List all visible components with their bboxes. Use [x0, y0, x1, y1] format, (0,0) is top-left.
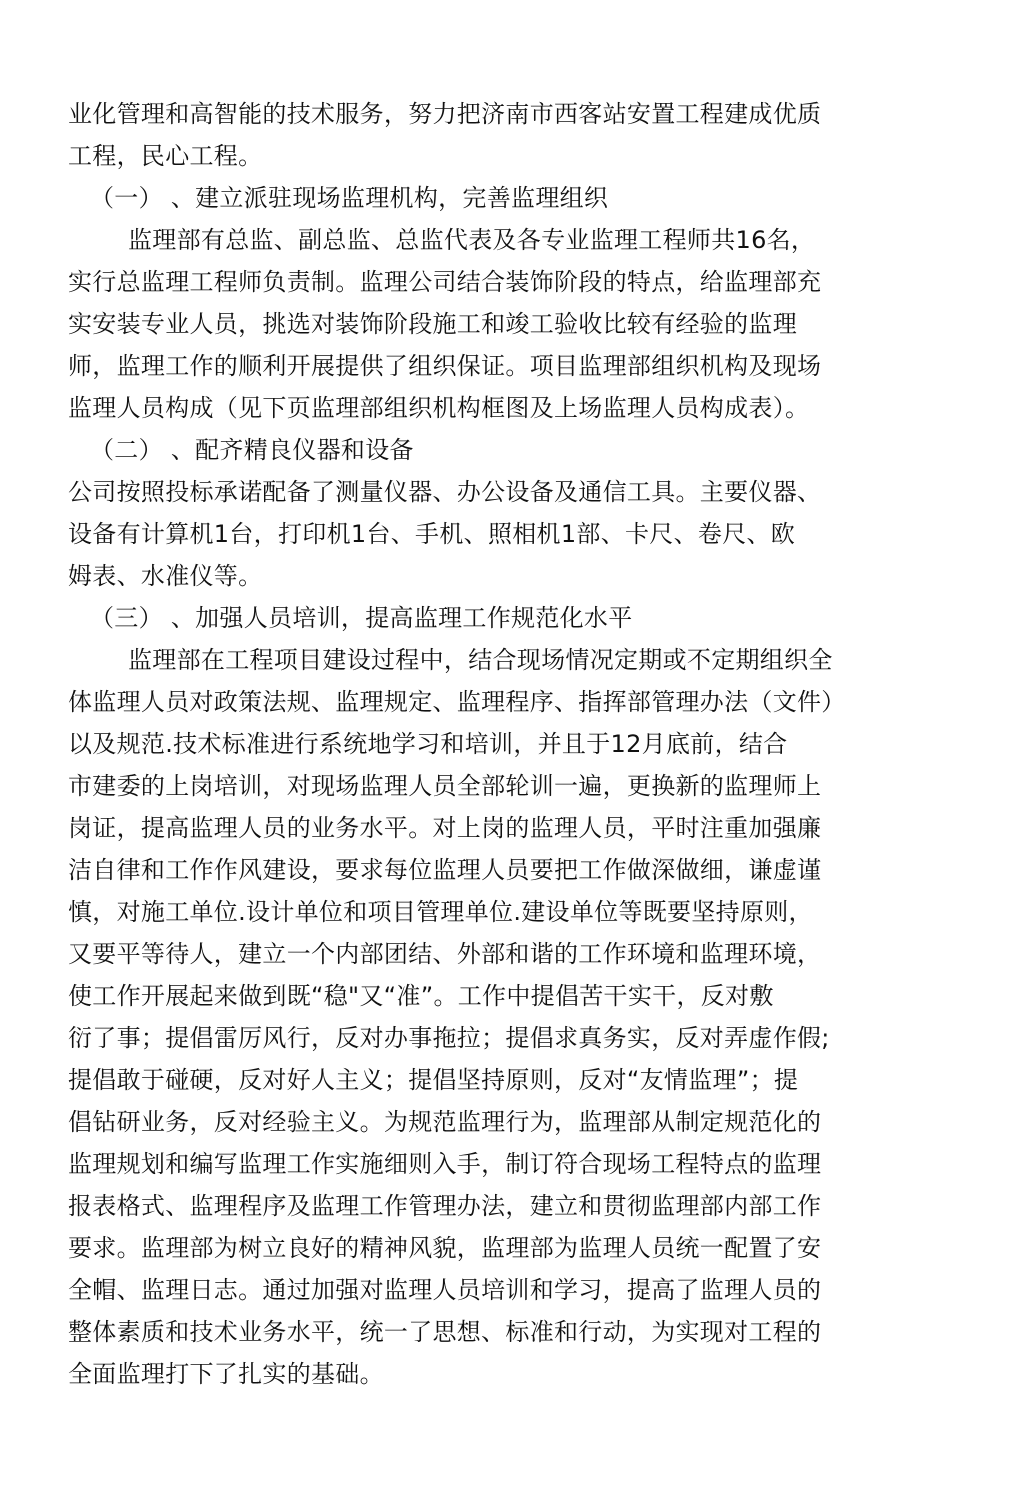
body-line: 业化管理和高智能的技术服务，努力把济南市西客站安置工程建成优质	[68, 100, 822, 128]
body-line: 师，监理工作的顺利开展提供了组织保证。项目监理部组织机构及现场	[68, 352, 822, 380]
body-line: 实行总监理工程师负责制。监理公司结合装饰阶段的特点，给监理部充	[68, 268, 822, 296]
section-heading-1: （一） 、建立派驻现场监理机构，完善监理组织	[90, 184, 609, 212]
paragraph-start-line: 监理部在工程项目建设过程中，结合现场情况定期或不定期组织全	[128, 646, 833, 674]
body-line: 体监理人员对政策法规、监理规定、监理程序、指挥部管理办法（文件）	[68, 688, 846, 716]
body-line: 监理规划和编写监理工作实施细则入手，制订符合现场工程特点的监理	[68, 1150, 822, 1178]
body-line: 报表格式、监理程序及监理工作管理办法，建立和贯彻监理部内部工作	[68, 1192, 822, 1220]
body-line: 衍了事；提倡雷厉风行，反对办事拖拉；提倡求真务实，反对弄虚作假;	[68, 1024, 830, 1052]
body-line: 实安装专业人员，挑选对装饰阶段施工和竣工验收比较有经验的监理	[68, 310, 797, 338]
body-line: 全帽、监理日志。通过加强对监理人员培训和学习，提高了监理人员的	[68, 1276, 822, 1304]
body-line: 姆表、水准仪等。	[68, 562, 263, 590]
body-line: 工程，民心工程。	[68, 142, 263, 170]
body-line: 要求。监理部为树立良好的精神风貌，监理部为监理人员统一配置了安	[68, 1234, 822, 1262]
body-line: 设备有计算机1台，打印机1台、手机、照相机1部、卡尺、卷尺、欧	[68, 520, 796, 548]
body-line: 整体素质和技术业务水平，统一了思想、标准和行动，为实现对工程的	[68, 1318, 822, 1346]
body-line: 又要平等待人，建立一个内部团结、外部和谐的工作环境和监理环境，	[68, 940, 822, 968]
body-line: 岗证，提高监理人员的业务水平。对上岗的监理人员，平时注重加强廉	[68, 814, 822, 842]
section-heading-2: （二） 、配齐精良仪器和设备	[90, 436, 414, 464]
body-line: 洁自律和工作作风建设，要求每位监理人员要把工作做深做细，谦虚谨	[68, 856, 822, 884]
body-line: 以及规范.技术标准进行系统地学习和培训，并且于12月底前，结合	[68, 730, 788, 758]
body-line: 慎，对施工单位.设计单位和项目管理单位.建设单位等既要坚持原则，	[68, 898, 813, 926]
paragraph-start-line: 监理部有总监、副总监、总监代表及各专业监理工程师共16名，	[128, 226, 816, 254]
body-line: 监理人员构成（见下页监理部组织机构框图及上场监理人员构成表）。	[68, 394, 810, 422]
body-line: 全面监理打下了扎实的基础。	[68, 1360, 384, 1388]
body-line: 公司按照投标承诺配备了测量仪器、办公设备及通信工具。主要仪器、	[68, 478, 822, 506]
body-line: 倡钻研业务，反对经验主义。为规范监理行为，监理部从制定规范化的	[68, 1108, 822, 1136]
body-line: 提倡敢于碰硬，反对好人主义；提倡坚持原则，反对“友情监理”；提	[68, 1066, 799, 1094]
section-heading-3: （三） 、加强人员培训，提高监理工作规范化水平	[90, 604, 633, 632]
body-line: 使工作开展起来做到既“稳"又“准”。工作中提倡苦干实干，反对敷	[68, 982, 774, 1010]
body-line: 市建委的上岗培训，对现场监理人员全部轮训一遍，更换新的监理师上	[68, 772, 822, 800]
